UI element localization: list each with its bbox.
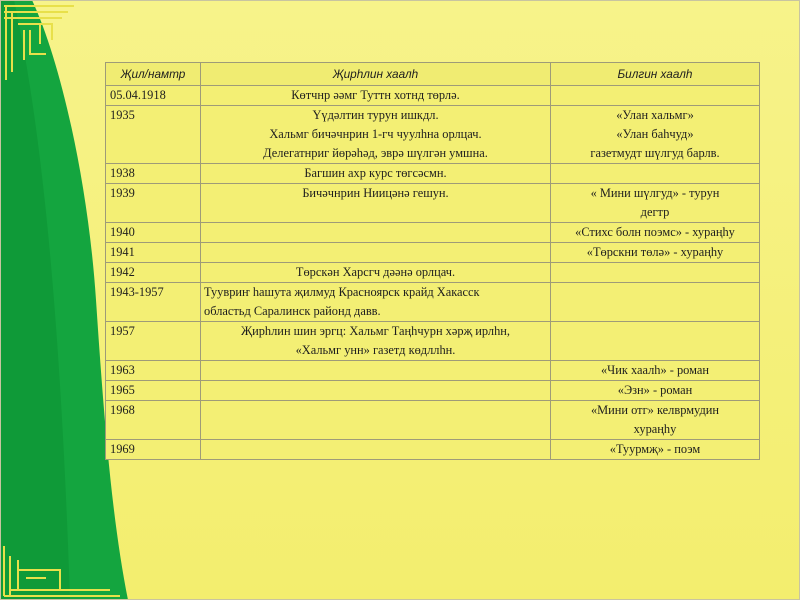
column-header-life: Җирһлин хаалһ <box>201 63 551 86</box>
creative-path-text: «Туурмҗ» - поэм <box>609 442 701 456</box>
year-cell: 1968 <box>106 401 201 440</box>
creative-path-text: «Чик хаалһ» - роман <box>600 363 710 377</box>
life-path-text: Бичәчнрин Ниицәнә гешун. <box>302 186 449 200</box>
creative-path-text: «Мини отг» келврмудин <box>590 403 720 417</box>
life-path-cell <box>201 322 551 361</box>
life-path-text: Төрскән Харсгч дәәнә орлцач. <box>295 265 456 279</box>
creative-path-cell <box>551 361 760 381</box>
table-row <box>106 184 760 223</box>
creative-path-text: «Төрскни төлә» - хураңһу <box>586 245 724 259</box>
year-cell: 1938 <box>106 164 201 184</box>
creative-path-cell <box>551 322 760 361</box>
creative-path-cell <box>551 401 760 440</box>
creative-path-text: «Эзн» - роман <box>617 383 693 397</box>
life-path-text: областьд Саралинск районд давв. <box>204 304 381 318</box>
creative-path-cell <box>551 223 760 243</box>
year-cell: 1957 <box>106 322 201 361</box>
biography-table <box>105 62 760 460</box>
life-path-cell <box>201 361 551 381</box>
table-header-row <box>106 63 760 86</box>
life-path-cell <box>201 381 551 401</box>
life-path-text: Багшин ахр курс төгсәсмн. <box>304 166 447 180</box>
life-path-cell <box>201 86 551 106</box>
year-cell: 1963 <box>106 361 201 381</box>
creative-path-cell <box>551 263 760 283</box>
life-path-text: Үүдәлтин турун ишкдл. <box>312 108 439 122</box>
table-row <box>106 361 760 381</box>
year-cell: 1942 <box>106 263 201 283</box>
table-row <box>106 164 760 184</box>
creative-path-cell <box>551 184 760 223</box>
table-row <box>106 401 760 440</box>
creative-path-text: «Улан баһчуд» <box>616 127 694 141</box>
year-cell: 05.04.1918 <box>106 86 201 106</box>
year-cell: 1935 <box>106 106 201 164</box>
table-row <box>106 263 760 283</box>
table-row <box>106 86 760 106</box>
creative-path-cell <box>551 243 760 263</box>
table-row <box>106 440 760 460</box>
table-row <box>106 223 760 243</box>
life-path-text: Җирһлин шин эргц: Хальмг Таңһчурн хәрҗ ирлһн, <box>241 324 510 338</box>
creative-path-text: «Стихс болн поэмс» - хураңһу <box>575 225 735 239</box>
life-path-text: Хальмг бичәчнрин 1-гч чуулһна орлцач. <box>269 127 482 141</box>
year-cell: 1969 <box>106 440 201 460</box>
biography-table-container <box>105 62 759 460</box>
creative-path-cell <box>551 86 760 106</box>
life-path-text: Көтчнр әәмг Туттн хотнд төрлә. <box>291 88 460 102</box>
table-row <box>106 243 760 263</box>
year-cell: 1940 <box>106 223 201 243</box>
year-cell: 1943-1957 <box>106 283 201 322</box>
life-path-cell <box>201 243 551 263</box>
life-path-cell <box>201 223 551 243</box>
life-path-text: Делегатнриг йөрәһәд, эврә шүлгән умшна. <box>263 146 488 160</box>
creative-path-cell <box>551 106 760 164</box>
life-path-cell <box>201 164 551 184</box>
life-path-cell <box>201 106 551 164</box>
creative-path-cell <box>551 440 760 460</box>
table-row <box>106 106 760 164</box>
table-row <box>106 322 760 361</box>
year-cell: 1939 <box>106 184 201 223</box>
year-cell: 1965 <box>106 381 201 401</box>
life-path-cell <box>201 184 551 223</box>
year-cell: 1941 <box>106 243 201 263</box>
life-path-text: Туувриҥ һашута җилмуд Красноярск крайд Хакасск <box>204 285 480 299</box>
life-path-cell <box>201 283 551 322</box>
table-row <box>106 381 760 401</box>
life-path-cell <box>201 401 551 440</box>
creative-path-cell <box>551 381 760 401</box>
life-path-cell <box>201 263 551 283</box>
life-path-cell <box>201 440 551 460</box>
creative-path-text: « Мини шүлгуд» - турун <box>590 186 720 200</box>
table-row <box>106 283 760 322</box>
column-header-year: Җил/намтр <box>106 63 201 86</box>
creative-path-cell <box>551 164 760 184</box>
creative-path-text: газетмудт шүлгуд барлв. <box>590 146 720 160</box>
creative-path-cell <box>551 283 760 322</box>
column-header-work: Билгин хаалһ <box>551 63 760 86</box>
creative-path-text: «Улан хальмг» <box>616 108 694 122</box>
creative-path-text: хураңһу <box>633 422 677 436</box>
life-path-text: «Хальмг унн» газетд көдллһн. <box>295 343 456 357</box>
creative-path-text: дегтр <box>640 205 670 219</box>
